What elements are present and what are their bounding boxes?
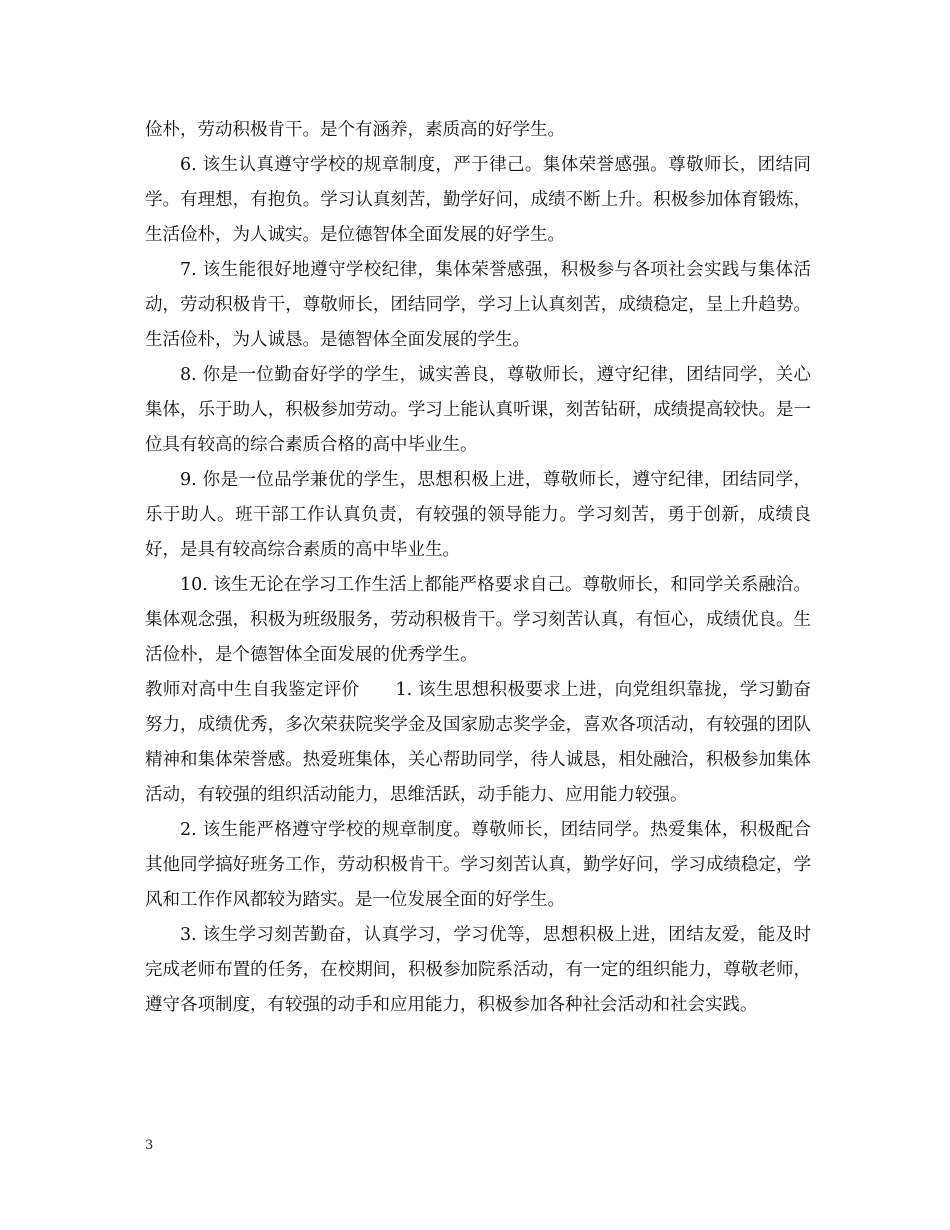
- paragraph-continued: 俭朴，劳动积极肯干。是个有涵养，素质高的好学生。: [145, 120, 565, 140]
- document-body: [145, 113, 811, 1023]
- paragraph-item-10: 10. 该生无论在学习工作生活上都能严格要求自己。尊敬师长，和同学关系融洽。集体观念强，积极为班级服务，劳动积极肯干。学习刻苦认真，有恒心，成绩优良。生活俭朴，是个德智体全面发展的优秀学生。: [145, 575, 811, 665]
- paragraph-item-9: 9. 你是一位品学兼优的学生，思想积极上进，尊敬师长，遵守纪律，团结同学，乐于助人。班干部工作认真负责，有较强的领导能力。学习刻苦，勇于创新，成绩良好，是具有较高综合素质的高中毕业生。: [145, 470, 811, 560]
- section-paragraph: [145, 673, 811, 813]
- section-item-1: 1. 该生思想积极要求上进，向党组织靠拢，学习勤奋努力，成绩优秀，多次荣获院奖学金及国家励志奖学金，喜欢各项活动，有较强的团队精神和集体荣誉感。热爱班集体，关心帮助同学，待人诚恳，相处融洽，积极参加集体活动，有较强的组织活动能力，思维活跃，动手能力、应用能力较强。: [145, 680, 811, 805]
- paragraph-item-7: 7. 该生能很好地遵守学校纪律，集体荣誉感强，积极参与各项社会实践与集体活动，劳动积极肯干，尊敬师长，团结同学，学习上认真刻苦，成绩稳定，呈上升趋势。生活俭朴，为人诚恳。是德智体全面发展的学生。: [145, 260, 811, 350]
- paragraph-item-6: 6. 该生认真遵守学校的规章制度，严于律己。集体荣誉感强。尊敬师长，团结同学。有理想，有抱负。学习认真刻苦，勤学好问，成绩不断上升。积极参加体育锻炼，生活俭朴，为人诚实。是位德智体全面发展的好学生。: [145, 155, 811, 245]
- section-heading: 教师对高中生自我鉴定评价: [145, 680, 360, 700]
- page-number: 3: [145, 1138, 154, 1153]
- section-item-3: 3. 该生学习刻苦勤奋，认真学习，学习优等，思想积极上进，团结友爱，能及时完成老师布置的任务，在校期间，积极参加院系活动，有一定的组织能力，尊敬老师，遵守各项制度，有较强的动手和应用能力，积极参加各种社会活动和社会实践。: [145, 925, 811, 1015]
- paragraph-item-8: 8. 你是一位勤奋好学的学生，诚实善良，尊敬师长，遵守纪律，团结同学，关心集体，乐于助人，积极参加劳动。学习上能认真听课，刻苦钻研，成绩提高较快。是一位具有较高的综合素质合格的高中毕业生。: [145, 365, 811, 455]
- section-item-2: 2. 该生能严格遵守学校的规章制度。尊敬师长，团结同学。热爱集体，积极配合其他同学搞好班务工作，劳动积极肯干。学习刻苦认真，勤学好问，学习成绩稳定，学风和工作作风都较为踏实。是一位发展全面的好学生。: [145, 820, 811, 910]
